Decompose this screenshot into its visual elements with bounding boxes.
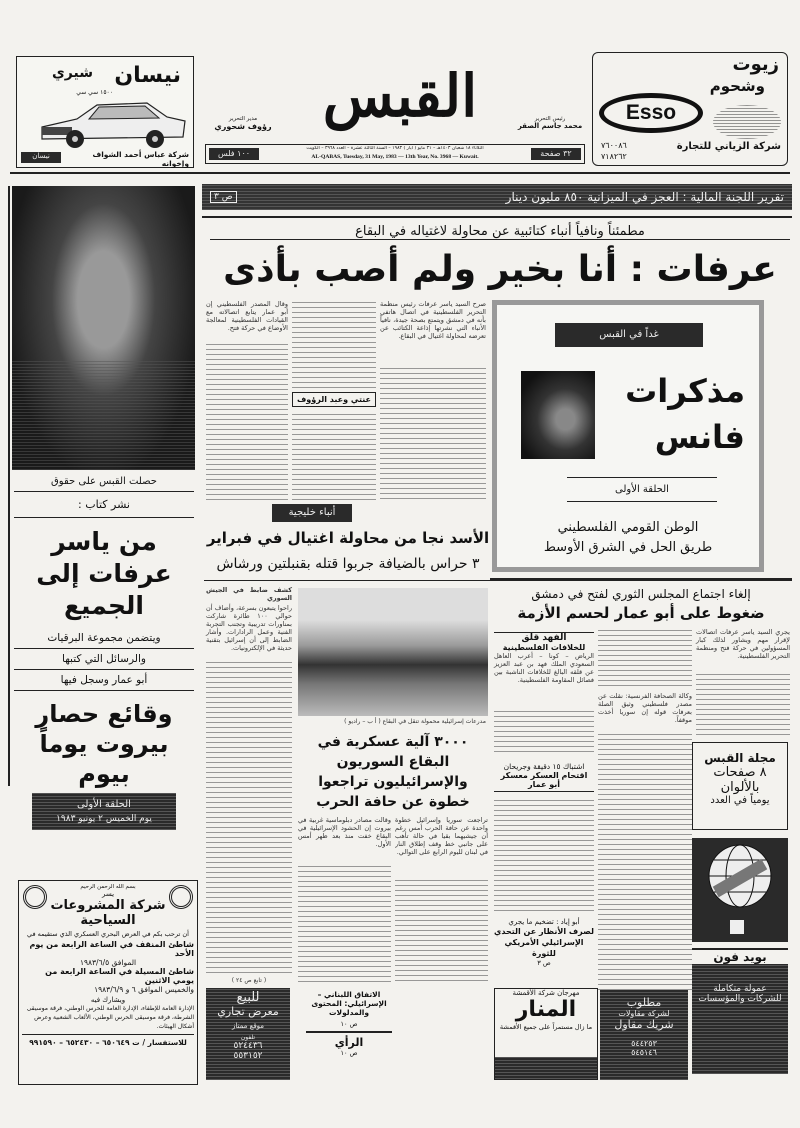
book-line2: والرسائل التي كتبها — [14, 649, 194, 670]
book-episode-box — [32, 793, 176, 830]
wanted-ad — [600, 990, 688, 1080]
fahd-body: الرياض – كونا – أعرب العاهل السعودي الملك فهد بن عبد العزيز عن قلقه البالغ للخلافات الناشبة بين فصائل المقاومة الفلسطينية. — [494, 652, 594, 684]
for-sale-subtitle: معرض تجاري — [217, 1005, 279, 1018]
car-illustration — [37, 97, 187, 149]
promo-sub1: الوطن القومي الفلسطيني — [557, 520, 699, 535]
fatah-body-column — [598, 628, 692, 990]
tourism-company: شركة المشروعات السياحية — [50, 898, 166, 928]
gulf-rule — [204, 580, 492, 581]
esso-logo: Esso — [599, 93, 703, 133]
gulf-headline2-wrap — [206, 552, 490, 576]
gulf-label: أنباء خليجية — [272, 504, 352, 522]
nissan-logo: نيسان — [21, 152, 61, 163]
photo-caption: مدرعات إسرائيلية محمولة تنقل في البقاع ( أ ب – رادیو ) — [344, 718, 486, 725]
editor-in-chief-label: رئيس التحرير — [534, 116, 566, 122]
bekaa-body-column — [395, 816, 488, 982]
lead-headline-wrap — [210, 246, 790, 294]
fatah-rule — [490, 578, 792, 581]
vance-promo — [492, 300, 764, 572]
tanks-photo — [298, 588, 488, 716]
tourism-participants: الإدارة العامة للإطفاء، الإدارة العامة للحرس الوطني، فرقة موسيقى الشرطة، فرقة موسيقى الحرس الوطني، الألعاب الشعبية وعرض أشكال الهيئات. — [26, 1005, 194, 1030]
almanar-title: المنار — [515, 997, 577, 1022]
promo-sub2: طريق الحل في الشرق الأوسط — [543, 540, 713, 555]
book-episode: الحلقة الأولى — [77, 799, 131, 810]
boyd-fone-title: بويد فون — [692, 948, 788, 964]
bekaa-headline: ٣٠٠٠ آلية عسكرية في البقاع السوريون والإسرائيليون تراجعوا خطوة عن حافة الحرب — [316, 734, 470, 810]
index-item-title: الاتفاق اللبناني – الإسرائيلي: المحتوى والمدلولات — [311, 990, 387, 1017]
index-box — [306, 990, 392, 1057]
book-promo — [14, 476, 194, 834]
book-publish: نشر كتاب : — [14, 498, 194, 518]
globe-ad — [692, 838, 788, 942]
arafat-photo — [12, 186, 195, 470]
fahd-box — [494, 632, 594, 755]
dateline-bar — [205, 144, 585, 164]
majalla-title: مجلة القبس — [704, 751, 776, 765]
tourism-contact: للاستفسار / ت ٦٥٠٦٤٩ – ٦٥٢٤٣٠ – ٩٩١٥٩٠ — [22, 1034, 194, 1047]
bekaa-continued: ( تابع ص ٢٤ ) — [231, 977, 267, 984]
book-line1: ويتضمن مجموعة البرقيات — [14, 628, 194, 649]
fatah-body-column — [696, 628, 790, 736]
bekaa-body-row — [298, 816, 488, 982]
gulf-byline: كشف ضابط في الجيش السوري — [206, 586, 292, 602]
tourism-venue2: شاطئ المسيلة في الساعة الرابعة من يومي الاثنين — [45, 967, 194, 985]
nissan-ad — [16, 56, 194, 168]
bekaa-body-text: تراجعت سوريا وإسرائيل خطوة واحدة عن حافة الحرب أمس رغم أن جيشيهما بقيا في حالة تأهب على جانبي خط وقف إطلاق النار في لبنان لليوم الرابع على التوالي. — [395, 816, 488, 856]
bekaa-story — [298, 732, 488, 982]
majalla-line2: ٨ صفحات — [713, 765, 767, 780]
majalla-promo — [692, 742, 788, 830]
promo-episode: الحلقة الأولى — [567, 477, 717, 502]
editor-in-chief-name: محمد جاسم الصقر — [517, 122, 583, 130]
gulf-headline1-wrap — [206, 526, 490, 550]
for-sale-phone1: ٥٢٤٤٣٦ — [233, 1041, 263, 1051]
date-arabic: الثلاثاء ١٨ شعبان ١٤٠٣هـ – ٣١ مايو ( أيار ) ١٩٨٣ – السنة الثالثة عشرة – العدد ٣٩٦٨ – الكويت — [306, 146, 484, 151]
managing-editor-name: رؤوف شحوري — [214, 122, 272, 131]
banner-page-ref: ص ٣ — [210, 191, 237, 203]
gulf-body-column — [206, 586, 292, 974]
for-sale-title: للبيع — [236, 990, 260, 1005]
date-english: AL-QABAS, Tuesday, 31 May, 1983 — 13th Year, No. 3968 — Kuwait. — [311, 154, 479, 160]
tourism-ad — [18, 880, 198, 1085]
managing-editor — [208, 116, 278, 131]
lead-body-column — [292, 300, 376, 500]
esso-phone2: ٧١٨٢٦٢ — [601, 152, 627, 161]
promo-title1: مذكرات — [625, 372, 745, 410]
esso-phone1: ٧٦٠٠٨٦ — [601, 141, 627, 150]
book-title2: وقائع حصار بيروت يوماً بيوم — [35, 700, 173, 788]
wanted-phone1: ٥٤٤٢٥٣ — [631, 1039, 657, 1048]
wanted-title: مطلوب — [626, 996, 662, 1009]
gulf-body-text: راحوا يتبعون بسرعة، وأضاف أن حوالي ١٠٠ طائرة شاركت بمناورات تدريبية وتجنب التجربة الفنية وعمل الرادارات. وأشار الضابط إلى أن إسرائيل بتقنية حديثة في الإلكترونيات. — [206, 604, 292, 652]
bekaa-body-column — [298, 816, 391, 982]
book-line3: أبو عمار وسجل فيها — [14, 670, 194, 691]
index-item-page: ص ١٠ — [306, 1020, 392, 1033]
esso-company: شركة الزياني للتجارة — [676, 141, 781, 152]
fatah-kicker: إلغاء اجتماع المجلس الثوري لفتح في دمشق — [531, 587, 751, 601]
nissan-dealer: شركة عباس أحمد الشواف وإخوانه — [92, 150, 189, 168]
bekaa-body-text-2: وقالت مصادر دبلوماسية غربية في بيروت إن الحشود الإسرائيلية في البقاع خفت منذ بعد ظهر أمس الأول. — [298, 816, 391, 848]
emblem-icon — [169, 885, 193, 909]
fatah-headline-wrap — [494, 602, 788, 624]
gulf-headline2: ٣ حراس بالضيافة جربوا قتله بقنبلتين ورشاش — [216, 556, 480, 572]
smoke-illustration — [713, 105, 781, 139]
for-sale-phone2: ٥٥٣١٥٢ — [233, 1051, 263, 1061]
masthead-rule — [10, 172, 790, 174]
index-item-title: الرأي — [334, 1036, 364, 1049]
lead-body-column — [380, 300, 486, 500]
globe-icon — [706, 842, 774, 910]
wanted-subtitle: لشركة مقاولات — [618, 1009, 670, 1018]
nissan-engine: ١٥٠٠ سي سي — [76, 89, 113, 96]
esso-line2: وشحوم — [709, 77, 765, 95]
wanted-role: شريك مقاول — [614, 1018, 674, 1031]
majalla-line3: بالألوان — [720, 780, 760, 795]
nissan-model: شيري — [51, 65, 93, 81]
lead-body-column — [206, 300, 288, 500]
for-sale-location: موقع ممتاز — [231, 1022, 265, 1030]
for-sale-phone-label: تلفون — [240, 1034, 256, 1041]
top-banner — [202, 184, 792, 210]
boyd-fone-body: عمولة متكاملة للشركات والمؤسسات — [698, 984, 782, 1004]
fahd-title: الفهد قلق — [521, 633, 567, 643]
book-title: من ياسر عرفات إلى الجميع — [36, 527, 172, 620]
abu-iyad-page-ref: ص ٣ — [537, 959, 551, 967]
lead-inset-title: عنتي وعبد الرؤوف — [292, 392, 376, 407]
tourism-basmala: بسم الله الرحمن الرحيم — [80, 884, 136, 890]
index-item-page: ص ١٠ — [340, 1049, 358, 1057]
boyd-fone-body-box — [692, 964, 788, 1074]
majalla-line4: يومياً في العدد — [710, 795, 770, 806]
abu-iyad-headline: لصرف الأنظار عن التحدي الإسرائيلي الأمريكي للثورة — [493, 927, 594, 958]
masthead-logo: القبس — [322, 62, 478, 130]
tourism-date1: الموافق ١٩٨٣/٦/٥ — [79, 958, 137, 967]
clash-subtitle: اقتحام العسكر معسكر أبو عمار — [494, 771, 594, 792]
for-sale-ad — [206, 988, 290, 1080]
almanar-footer — [495, 1057, 597, 1079]
tourism-participants-label: ويشارك فيه — [90, 996, 126, 1004]
nissan-brand: نيسان — [114, 63, 181, 88]
almanar-heading: مهرجان شركة الأقمشة — [512, 989, 580, 997]
tourism-date2: والخميس الموافق ٦ و ١٩٨٣/٦/٩ — [94, 985, 194, 994]
fatah-body-text-2: وكالة الصحافة الفرنسية: نقلت عن مصدر فلسطيني وثيق الصلة بعرفات قوله إن سوريا أخذت موقفاً. — [598, 692, 692, 724]
lead-headline: عرفات : أنا بخير ولم أصب بأذى — [223, 249, 777, 290]
esso-line1: زيوت — [732, 54, 779, 75]
clash-headline: اشتباك ١٥ دقيقة وجريحان — [503, 762, 585, 771]
book-date: يوم الخميس ٢ يونيو ١٩٨٣ — [56, 814, 152, 824]
logo-icon — [730, 920, 744, 934]
abu-iyad-box — [494, 918, 594, 967]
tourism-intro: يسر — [101, 890, 115, 898]
boyd-fone-ad — [692, 948, 788, 1080]
fatah-body-text: يجري السيد ياسر عرفات اتصالات لإقرار مهم ويشاور لذلك كبار المسؤولين في حركة فتح ومنظمة التحرير الفلسطينية. — [696, 628, 790, 660]
fatah-headline: ضغوط على أبو عمار لحسم الأزمة — [517, 604, 765, 622]
left-column-border — [8, 186, 10, 786]
banner-rule — [202, 216, 792, 218]
price: ١٠٠ فلس — [209, 148, 259, 160]
lead-kicker: مطمئناً ونافياً أنباء كتائبية عن محاولة لاغتياله في البقاع — [210, 224, 790, 240]
wanted-phone2: ٥٤٥١٤٦ — [631, 1048, 657, 1057]
page-count: ٣٢ صفحة — [531, 148, 581, 160]
lead-body-text: صرح السيد ياسر عرفات رئيس منظمة التحرير الفلسطينية في اتصال هاتفي بأنه في دمشق ويتمتع بصحة جيدة، نافياً الأنباء التي نشرتها إذاعة الكتائب عن تعرضه لمحاولة اغتيال في البقاع. — [380, 300, 486, 340]
almanar-body: ما زال مستمراً على جميع الأقمشة — [499, 1023, 593, 1031]
fahd-subtitle: للخلافات الفلسطينية — [502, 643, 586, 652]
managing-editor-label: مدير التحرير — [228, 116, 258, 122]
tourism-venue1: شاطئ المنقف في الساعة الرابعة من يوم الأحد — [29, 940, 194, 958]
gulf-headline1: الأسد نجا من محاولة اغتيال في فبراير — [206, 529, 490, 547]
book-intro: حصلت القبس على حقوق — [14, 476, 194, 492]
promo-label: غداً في القبس — [555, 323, 703, 347]
fatah-kicker-wrap — [494, 583, 788, 601]
clash-box — [494, 762, 594, 912]
esso-ad — [592, 52, 788, 166]
abu-iyad-kicker: أبو إياد : تضخيم ما يجري — [508, 918, 580, 926]
vance-photo — [521, 371, 595, 459]
editor-in-chief — [512, 116, 588, 130]
almanar-ad — [494, 988, 598, 1080]
emblem-icon — [23, 885, 47, 909]
banner-text: تقرير اللجنة المالية : العجز في الميزانية ٨٥٠ مليون دينار — [505, 190, 784, 204]
promo-title2: فانس — [654, 418, 745, 456]
lead-body-text-2: وقال المصدر الفلسطيني إن أبو عمار يتابع اتصالاته مع القيادات الفلسطينية لمعالجة الأوضاع في حركة فتح. — [206, 300, 288, 332]
tourism-invite: أن ترحب بكم في العرض البحري العسكري الذي ستقيمه في — [27, 930, 189, 938]
